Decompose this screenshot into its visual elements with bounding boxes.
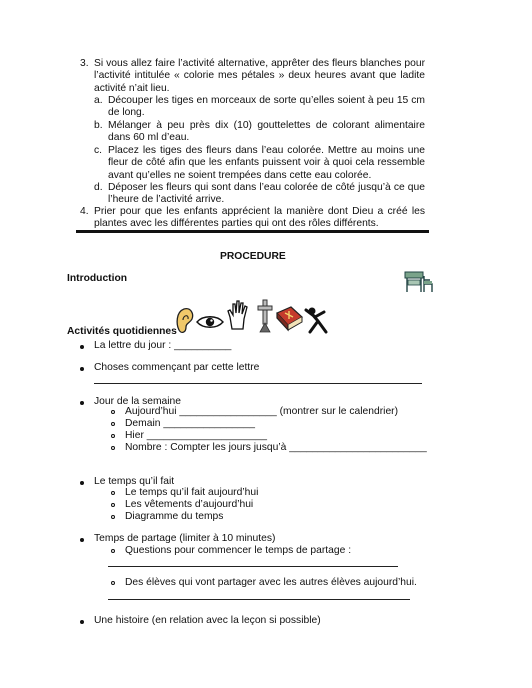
item-3d-text: Déposer les fleurs qui sont dans l’eau colorée de côté jusqu’à ce que l’heure de l’activité arrive. xyxy=(108,182,425,206)
hier: Hier _____________________ xyxy=(125,430,267,441)
temps-aujourdhui: Le temps qu’il fait aujourd’hui xyxy=(125,487,259,498)
sub-bullet xyxy=(111,446,115,450)
bullet xyxy=(80,367,84,371)
item-3-number: 3. xyxy=(80,58,89,69)
eye-icon xyxy=(196,315,224,329)
vetements: Les vêtements d’aujourd’hui xyxy=(125,499,254,510)
item-3-text: Si vous allez faire l’activité alternative, apprêter des fleurs blanches pour l’activité intitulée « colorie mes pétales » deux heures avant que ladite activité n’ait lieu. xyxy=(94,58,425,94)
sub-bullet xyxy=(111,581,115,585)
jour-semaine: Jour de la semaine xyxy=(94,396,182,407)
item-3a-text: Découper les tiges en morceaux de sorte qu’elles soient à peu 15 cm de long. xyxy=(108,95,425,119)
temps-heading: Le temps qu’il fait xyxy=(94,476,175,487)
histoire: Une histoire (en relation avec la leçon si possible) xyxy=(94,615,321,626)
sub-bullet xyxy=(111,410,115,414)
item-3b-text: Mélanger à peu près dix (10) gouttelettes de colorant alimentaire dans 60 ml d’eau. xyxy=(108,120,425,144)
bullet xyxy=(80,401,84,405)
sub-bullet xyxy=(111,503,115,507)
lettre-du-jour: La lettre du jour : __________ xyxy=(94,340,232,351)
sub-bullet xyxy=(111,491,115,495)
section-divider xyxy=(76,230,429,233)
item-4-text: Prier pour que les enfants apprécient la manière dont Dieu a créé les plantes avec les différentes parties qui ont des rôles différents. xyxy=(94,206,425,230)
sub-bullet xyxy=(111,549,115,553)
aujourdhui: Aujourd’hui _________________ (montrer sur le calendrier) xyxy=(125,406,399,417)
introduction-heading: Introduction xyxy=(67,273,128,284)
bullet xyxy=(80,481,84,485)
nombre-jours: Nombre : Compter les jours jusqu’à ________________________ xyxy=(125,442,427,453)
item-3c-text: Placez les tiges des fleurs dans l’eau colorée. Mettre au moins une fleur de côté afin que les enfants puissent voir à quoi cela ressemble avant qu’elles ne soient trempées dans cette eau colorée. xyxy=(108,145,425,181)
item-4-number: 4. xyxy=(80,206,89,217)
demain: Demain ________________ xyxy=(125,418,255,429)
questions-partage: Questions pour commencer le temps de partage : xyxy=(125,545,352,556)
answer-line xyxy=(94,383,422,384)
answer-line xyxy=(108,566,398,567)
diagramme-temps: Diagramme du temps xyxy=(125,511,224,522)
procedure-heading: PROCEDURE xyxy=(220,251,286,262)
item-3a-letter: a. xyxy=(94,95,103,106)
item-3d-letter: d. xyxy=(94,182,103,193)
choses-lettre: Choses commençant par cette lettre xyxy=(94,362,260,373)
stretching-person-icon xyxy=(304,306,330,334)
item-3b-letter: b. xyxy=(94,120,103,131)
sub-bullet xyxy=(111,515,115,519)
bullet xyxy=(80,620,84,624)
bullet xyxy=(80,345,84,349)
temps-partage: Temps de partage (limiter à 10 minutes) xyxy=(94,533,276,544)
activites-heading: Activités quotidiennes xyxy=(67,326,177,337)
hand-icon xyxy=(226,299,250,331)
desk-chair-icon xyxy=(401,270,433,296)
ear-icon xyxy=(174,306,196,336)
cross-icon xyxy=(257,299,273,333)
answer-line xyxy=(108,599,410,600)
eleves-partage: Des élèves qui vont partager avec les autres élèves aujourd’hui. xyxy=(125,577,417,588)
sub-bullet xyxy=(111,422,115,426)
sub-bullet xyxy=(111,434,115,438)
item-3c-letter: c. xyxy=(94,145,103,156)
bible-icon xyxy=(275,305,303,331)
bullet xyxy=(80,538,84,542)
